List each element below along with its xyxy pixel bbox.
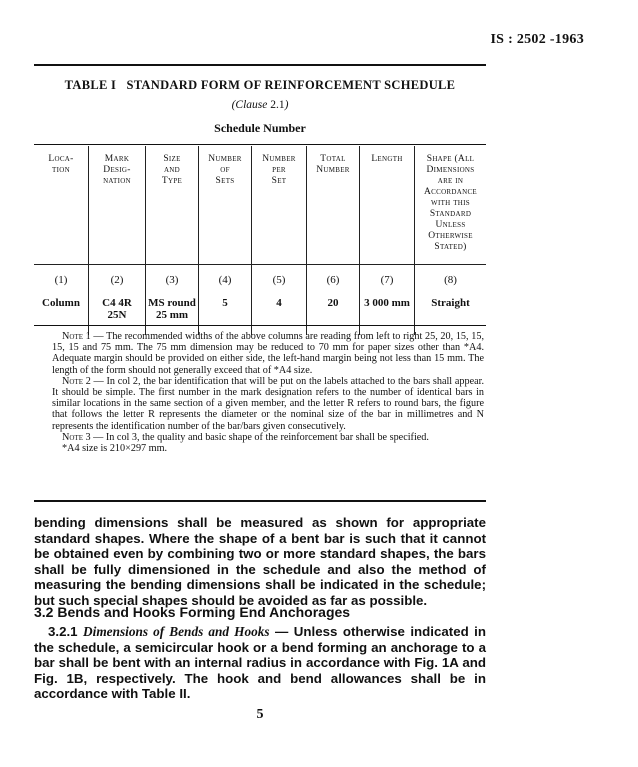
notes-bottom-rule: [34, 500, 486, 502]
table-notes: [52, 331, 484, 454]
note-2: [52, 376, 484, 432]
column-number: (5): [252, 265, 307, 296]
column-number: (7): [360, 265, 415, 296]
note-1: [52, 331, 484, 376]
note-3-label: Note 3: [62, 431, 91, 443]
note-2-label: Note 2: [62, 375, 91, 387]
column-number-row: [34, 265, 486, 296]
cell-shape: Straight: [415, 295, 487, 335]
column-number: (2): [89, 265, 146, 296]
section-heading: 3.2 Bends and Hooks Forming End Anchorages: [34, 604, 351, 620]
table-header-row: [34, 146, 486, 265]
note-1-label: Note 1: [62, 331, 91, 342]
cell-total-number: 20: [307, 295, 360, 335]
header-shape: Shape (All Dimensions are in Accordance with this Standard Unless Otherwise Stated): [415, 146, 487, 265]
clause-reference: (Clause 2.1): [231, 99, 289, 111]
header-number-per-set: Number per Set: [252, 146, 307, 265]
note-3-text: — In col 3, the quality and basic shape of the reinforcement bar shall be specified.: [90, 431, 429, 443]
note-2-text: — In col 2, the bar identification that will be put on the labels attached to the bars shall appear. It should be simple. The first number in the mark designation refers to the number of identical bars in similar locations in the same section of a given member, and the letter R refers to round bars, the figure that follows the letter R represents the diameter or the nominal size of the bar in millimetres and N represents the identification number of the bar/bars given consecutively.: [52, 375, 484, 432]
cell-number-of-sets: 5: [199, 295, 252, 335]
column-number: (1): [34, 265, 89, 296]
clause-text: — Unless otherwise indicated in the schedule, a semicircular hook or a bend forming an anchorage to a bar shall be bent with an internal radius in accordance with Fig. 1A and Fig. 1B, respectively. The hook and bend allowances shall be in accordance with Table II.: [34, 624, 486, 702]
cell-number-per-set: 4: [252, 295, 307, 335]
cell-size-type: MS round 25 mm: [146, 295, 199, 335]
column-number: (4): [199, 265, 252, 296]
clause-number: 3.2.1: [48, 624, 78, 639]
clause-title: Dimensions of Bends and Hooks: [83, 624, 270, 639]
footnote: *A4 size is 210×297 mm.: [62, 443, 168, 455]
table-row: [34, 295, 486, 335]
header-size-type: Size and Type: [146, 146, 199, 265]
column-number: (6): [307, 265, 360, 296]
standard-number: IS : 2502 -1963: [490, 32, 584, 47]
header-total-number: Total Number: [307, 146, 360, 265]
paragraph-bending-dimensions: bending dimensions shall be measured as shown for appropriate standard shapes. Where the shape of a bent bar is such that it cannot be obtained even by combining two or more standard shapes, the bars shall be fully dimensioned in the schedule and also the method of measuring the bending dimensions shall be indicated in the schedule; but such special shapes should be avoided as far as possible.: [34, 515, 486, 608]
header-location: Loca- tion: [48, 154, 74, 175]
table-bottom-rule: [34, 325, 486, 326]
column-number: (3): [146, 265, 199, 296]
schedule-number-label: Schedule Number: [214, 121, 306, 135]
header-number-of-sets: Number of Sets: [199, 146, 252, 265]
table-top-rule: [34, 64, 486, 66]
note-3: [52, 432, 484, 443]
reinforcement-schedule-table: [34, 146, 486, 335]
column-number: (8): [415, 265, 487, 296]
cell-location: Column: [42, 297, 80, 309]
page-number: 5: [256, 707, 264, 722]
paragraph-bends-hooks: [34, 624, 486, 702]
table-title: TABLE I STANDARD FORM OF REINFORCEMENT SCHEDULE: [64, 78, 456, 92]
cell-length: 3 000 mm: [360, 295, 415, 335]
header-length: Length: [360, 146, 415, 265]
note-1-text: — The recommended widths of the above columns are reading from left to right 25, 20, 15, 15, 15, 15 and 75 mm. The 75 mm dimension may be reduced to 70 mm for paper sizes other than *A4. Adequate margin should be provided on either side, the left-hand margin being not less than 15 mm. The length of the form should not generally exceed that of *A4 size.: [52, 331, 484, 376]
header-mark-designation: Mark Desig- nation: [89, 146, 146, 265]
cell-mark-designation: C4 4R 25N: [89, 295, 146, 335]
table-header-rule: [34, 144, 486, 145]
